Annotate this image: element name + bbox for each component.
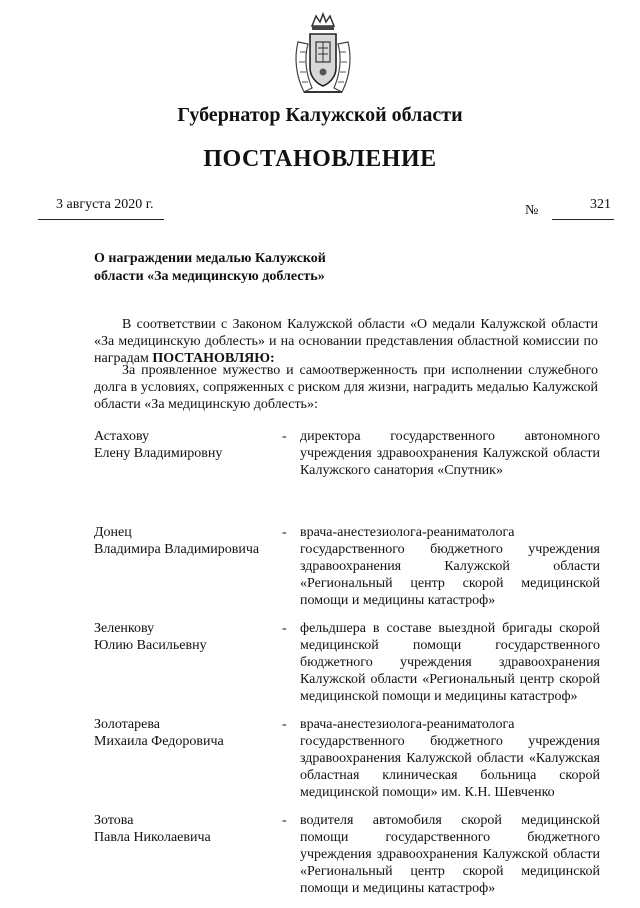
awardee-position: водителя автомобиля скорой медицинской помощи государственного бюджетного учреждения здравоохранения Калужской области «Региональный центр скорой медицинской помощи и медицины катастроф» (300, 813, 600, 896)
number-underline (552, 219, 614, 220)
awardee-position: директора государственного автономного учреждения здравоохранения Калужской области Калужского санатория «Спутник» (300, 429, 600, 478)
document-subject (94, 250, 326, 286)
awardee-given-names: Павла Николаевича (94, 830, 211, 845)
awardee-dash: - (282, 525, 287, 540)
preamble-text: В соответствии с Законом Калужской области «О медали Калужской области «За медицинскую доблесть» и на основании представления областной комиссии по наградам (94, 317, 598, 366)
decree-word: ПОСТАНОВЛЯЮ: (152, 351, 275, 366)
awardee-name (94, 428, 282, 524)
awardee-name (94, 524, 282, 620)
awardee-row (94, 716, 606, 812)
document-number: 321 (590, 197, 611, 212)
awardee-position: фельдшера в составе выездной бригады скорой медицинской помощи государственного бюджетного учреждения здравоохранения Калужской области «Региональный центр скорой медицинской помощи и медицины катастроф» (300, 621, 600, 704)
awardee-dash: - (282, 813, 287, 828)
awardee-given-names: Михаила Федоровича (94, 734, 224, 749)
document-date: 3 августа 2020 г. (56, 197, 154, 212)
awardee-surname: Астахову (94, 429, 150, 444)
awardee-dash: - (282, 429, 287, 444)
subject-line-2: области «За медицинскую доблесть» (94, 269, 325, 284)
awardee-name (94, 812, 282, 908)
coat-of-arms-icon (290, 12, 356, 98)
awardee-given-names: Юлию Васильевну (94, 638, 207, 653)
awardee-surname: Зеленкову (94, 621, 155, 636)
awardee-surname: Золотарева (94, 717, 160, 732)
awardee-position: врача-анестезиолога-реаниматолога государственного бюджетного учреждения здравоохранения Калужской области «Калужская областная клиническая больница скорой медицинской помощи» им. К.Н. Шевченко (300, 717, 600, 800)
awardee-given-names: Владимира Владимировича (94, 542, 260, 557)
awardee-row (94, 428, 606, 524)
awardee-given-names: Елену Владимировну (94, 446, 223, 461)
issuing-authority: Губернатор Калужской области (177, 104, 463, 126)
awardee-dash: - (282, 717, 287, 732)
awardee-row (94, 524, 606, 620)
awardee-position: врача-анестезиолога-реаниматолога государственного бюджетного учреждения здравоохранения Калужской области «Региональный центр скорой медицинской помощи и медицины катастроф» (300, 525, 600, 608)
awardees-list (94, 428, 606, 908)
awardee-name (94, 716, 282, 812)
date-underline (38, 219, 164, 220)
awardee-row (94, 620, 606, 716)
document-type: ПОСТАНОВЛЕНИЕ (203, 146, 437, 172)
preamble-paragraph (94, 316, 598, 367)
subject-line-1: О награждении медалью Калужской (94, 251, 326, 266)
awardee-row (94, 812, 606, 908)
awardee-name (94, 620, 282, 716)
awardee-surname: Зотова (94, 813, 134, 828)
decree-paragraph: За проявленное мужество и самоотверженность при исполнении служебного долга в условиях, сопряженных с риском для жизни, наградить медалью Калужской области «За медицинскую доблесть»: (94, 363, 598, 412)
number-label: № (525, 203, 539, 218)
awardee-dash: - (282, 621, 287, 636)
awardee-surname: Донец (94, 525, 132, 540)
